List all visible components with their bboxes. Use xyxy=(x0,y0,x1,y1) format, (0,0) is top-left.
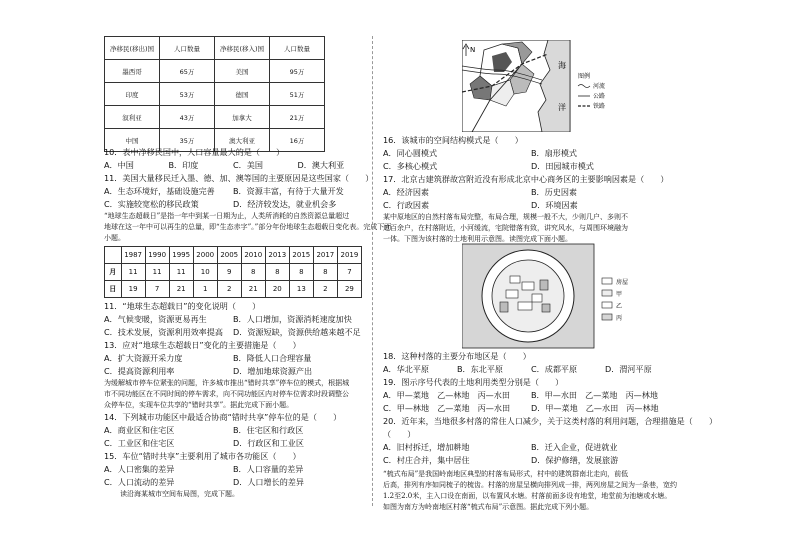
table-cell: 21 xyxy=(169,281,193,298)
left-column xyxy=(104,146,392,500)
final-intro-3: 1.2至2.0米，主入口设在南面，以布置风水塘。村落前面多设有地堂，地堂前为池塘或水塘。 xyxy=(383,492,672,500)
parking-intro-1: 为缓解城市停车位紧张的问题，许多城市推出“错时共享”停车位的模式，根据城 xyxy=(104,379,350,387)
city-map-svg xyxy=(462,40,662,132)
table-cell: 11 xyxy=(121,264,145,281)
table-cell: 加拿大 xyxy=(215,106,270,129)
legend-road: 公路 xyxy=(593,93,606,100)
option-c[interactable]: C．村庄合并，集中居住 xyxy=(383,455,470,465)
table-row xyxy=(105,83,325,106)
option-d[interactable]: D．保护修缮，发展旅游 xyxy=(531,455,619,465)
year-cell: 2017 xyxy=(313,247,337,264)
legend-river: 河流 xyxy=(593,83,606,90)
table-cell: 13 xyxy=(289,281,313,298)
table-cell: 29 xyxy=(337,281,361,298)
parking-intro-2: 市不同功能区在不同时间的停车需求，向不同功能区内对停车位需求时段调整公 xyxy=(104,390,349,398)
column-divider xyxy=(372,36,373,506)
option-b[interactable]: B．历史因素 xyxy=(531,187,578,197)
option-a[interactable]: A．扩大资源开采力度 xyxy=(104,353,183,363)
question-20-stem: 20．近年来，当地很多村落的常住人口减少，关于这类村落的利用问题，合理措施是（ ） xyxy=(383,416,718,426)
north-label: N xyxy=(470,46,476,54)
option-a[interactable]: A．商业区和住宅区 xyxy=(104,425,175,435)
table-cell: 20 xyxy=(265,281,289,298)
option-c[interactable]: C．甲—林地 乙—菜地 丙—水田 xyxy=(383,403,511,413)
table-cell: 叙利亚 xyxy=(105,106,160,129)
question-19-stem: 19．图示序号代表的土地利用类型分别是（ ） xyxy=(383,377,564,387)
table-cell: 21 xyxy=(241,281,265,298)
table-cell: 8 xyxy=(313,264,337,281)
table-cell: 9 xyxy=(217,264,241,281)
table-cell: 11 xyxy=(169,264,193,281)
table-row xyxy=(105,60,325,83)
table-cell: 8 xyxy=(289,264,313,281)
migration-table xyxy=(104,36,325,152)
table-cell: 19 xyxy=(121,281,145,298)
final-intro-1: “梳式布局”是我国岭南地区典型的村落布局形式，村中的建筑群南北走向，前低 xyxy=(383,470,629,478)
option-c[interactable]: C．行政因素 xyxy=(383,200,430,210)
option-a[interactable]: A．同心圆模式 xyxy=(383,148,438,158)
option-d[interactable]: D．经济较发达，就业机会多 xyxy=(233,199,337,209)
table-cell: 印度 xyxy=(105,83,160,106)
option-b[interactable]: B．迁入企业，促进就业 xyxy=(531,442,618,452)
legend-bing: 丙 xyxy=(616,315,623,322)
table-header-cell: 人口数量 xyxy=(160,37,215,60)
year-cell: 1987 xyxy=(121,247,145,264)
table-row xyxy=(105,106,325,129)
overshoot-day-table xyxy=(104,246,362,298)
table-cell: 21万 xyxy=(270,106,325,129)
river-legend-icon xyxy=(578,85,590,88)
option-a[interactable]: A．生态环境好，基础设施完善 xyxy=(104,186,215,196)
option-d[interactable]: D．甲—菜地 乙—水田 丙—林地 xyxy=(531,403,659,413)
final-intro-2: 后高，排列有序如同梳子的梳齿。村落的房屋呈横向排列成一排，两列房屋之间为一条巷，宽约 xyxy=(383,481,677,489)
table-cell: 51万 xyxy=(270,83,325,106)
question-11b-stem: 11．“地球生态超载日”的变化说明（ ） xyxy=(104,301,261,311)
table-cell: 7 xyxy=(145,281,169,298)
question-15-stem: 15．车位“错时共享”主要利用了城市各功能区（ ） xyxy=(104,451,301,461)
option-a[interactable]: A．甲—菜地 乙—林地 丙—水田 xyxy=(383,390,510,400)
table-cell: 10 xyxy=(193,264,217,281)
option-b[interactable]: B．住宅区和行政区 xyxy=(233,425,304,435)
city-intro: 读沿海某城市空间布局图，完成下题。 xyxy=(120,490,239,498)
legend-jia: 甲 xyxy=(616,291,623,298)
year-cell: 2005 xyxy=(217,247,241,264)
yi-legend-icon xyxy=(602,302,612,308)
option-d[interactable]: D．环境因素 xyxy=(531,200,578,210)
option-c[interactable]: C．人口流动的差异 xyxy=(104,477,175,487)
option-b[interactable]: B．资源丰富，有待于大量开发 xyxy=(233,186,344,196)
table-cell: 43万 xyxy=(160,106,215,129)
table-cell: 8 xyxy=(265,264,289,281)
question-10-options xyxy=(104,159,362,172)
question-17-stem: 17．北京古建筑群故宫附近没有形成北京中心商务区的主要影响因素是（ ） xyxy=(383,174,669,184)
year-cell: 2013 xyxy=(265,247,289,264)
option-b[interactable]: B．东北平原 xyxy=(457,364,504,374)
house-legend-icon xyxy=(602,278,612,284)
option-d[interactable]: D．澳大利亚 xyxy=(297,160,345,170)
question-16-stem: 16．该城市的空间结构模式是（ ） xyxy=(383,135,523,145)
option-b[interactable]: B．人口增加，资源消耗速度加快 xyxy=(233,314,352,324)
option-c[interactable]: C．技术发展，资源利用效率提高 xyxy=(104,327,223,337)
question-11a-stem: 11．美国大量移民迁入墨、德、加、澳等国的主要原因是这些国家（ ） xyxy=(104,173,374,183)
table-cell: 7 xyxy=(337,264,361,281)
option-b[interactable]: B．降低人口合理容量 xyxy=(233,353,312,363)
table-cell: 澳大利亚 xyxy=(215,129,270,152)
sea-label-1: 海 xyxy=(558,61,566,70)
question-10-stem: 10．表中净移民国中，人口容量最大的是（ ） xyxy=(104,147,285,157)
year-cell: 2000 xyxy=(193,247,217,264)
year-cell: 2015 xyxy=(289,247,313,264)
question-18-stem: 18．这种村落的主要分布地区是（ ） xyxy=(383,351,531,361)
option-d[interactable]: D．渭河平原 xyxy=(605,364,652,374)
option-c[interactable]: C．成都平原 xyxy=(531,364,578,374)
table-cell: 35万 xyxy=(160,129,215,152)
parking-intro-3: 众停车位，实现车位共享的“错时共享”。据此完成下面小题。 xyxy=(104,401,294,409)
table-cell: 德国 xyxy=(215,83,270,106)
table-cell: 2 xyxy=(313,281,337,298)
option-d[interactable]: D．人口增长的差异 xyxy=(233,477,304,487)
table-cell: 11 xyxy=(145,264,169,281)
option-c[interactable]: C．美国 xyxy=(233,160,263,170)
table-header-cell: 净移民(移出)国 xyxy=(105,37,160,60)
option-c[interactable]: C．提高资源利用率 xyxy=(104,366,175,376)
option-b[interactable]: B．人口容量的差异 xyxy=(233,464,304,474)
month-label: 月 xyxy=(105,264,122,281)
final-intro-4: 如图为南方为岭南地区村落“梳式布局”示意图。据此完成下列小题。 xyxy=(383,503,594,511)
table-cell: 65万 xyxy=(160,60,215,83)
table-cell: 95万 xyxy=(270,60,325,83)
table-cell: 8 xyxy=(241,264,265,281)
table-cell: 中国 xyxy=(105,129,160,152)
legend-title: 图例 xyxy=(578,73,591,80)
overshoot-intro-1: “地球生态超载日”是指一年中到某一日期为止，人类所消耗的自然资源总量超过 xyxy=(104,212,350,220)
option-c[interactable]: C．工业区和住宅区 xyxy=(104,438,175,448)
jia-legend-icon xyxy=(602,290,612,296)
legend-house: 房屋 xyxy=(616,279,629,286)
city-layout-map xyxy=(462,40,662,132)
option-c[interactable]: C．实施较宽松的移民政策 xyxy=(104,199,199,209)
option-b[interactable]: B．甲—水田 乙—菜地 丙—林地 xyxy=(531,390,658,400)
year-cell: 1995 xyxy=(169,247,193,264)
sea-label-2: 洋 xyxy=(558,103,566,112)
table-cell: 美国 xyxy=(215,60,270,83)
village-svg xyxy=(462,242,648,350)
option-d[interactable]: D．行政区和工业区 xyxy=(233,438,304,448)
year-cell: 1990 xyxy=(145,247,169,264)
table-cell: 墨西哥 xyxy=(105,60,160,83)
year-cell: 2019 xyxy=(337,247,361,264)
village-land-use-figure xyxy=(462,242,648,350)
right-column-lower xyxy=(383,350,718,513)
option-d[interactable]: D．资源短缺，资源供给越来越不足 xyxy=(233,327,361,337)
legend-yi: 乙 xyxy=(616,303,623,310)
table-row xyxy=(105,264,362,281)
legend-rail: 铁路 xyxy=(593,103,606,110)
village-intro-2: 过百余户，在村落附近，小河缓流，宅院错落有致，讲究风水，与周围环境融为 xyxy=(383,224,628,232)
year-cell: 2010 xyxy=(241,247,265,264)
option-a[interactable]: A．旧村拆迁，增加耕地 xyxy=(383,442,470,452)
option-d[interactable]: D．增加地球资源产出 xyxy=(233,366,313,376)
option-b[interactable]: B．印度 xyxy=(168,160,199,170)
option-a[interactable]: A．华北平原 xyxy=(383,364,430,374)
question-13-stem: 13．应对“地球生态超载日”变化的主要措施是（ ） xyxy=(104,340,301,350)
option-b[interactable]: B．扇形模式 xyxy=(531,148,578,158)
table-cell: 16万 xyxy=(270,129,325,152)
option-a[interactable]: A．经济因素 xyxy=(383,187,430,197)
question-20-stem-cont: （ ） xyxy=(383,429,416,439)
table-cell: 2 xyxy=(217,281,241,298)
day-label: 日 xyxy=(105,281,122,298)
table-cell: 1 xyxy=(193,281,217,298)
bing-legend-icon xyxy=(602,314,612,320)
village-intro-1: 某中原地区的自然村落布局完整，布局合理，规模一般不大，少则几户、多则不 xyxy=(383,213,628,221)
overshoot-intro-3: 小题。 xyxy=(104,234,125,242)
option-a[interactable]: A．人口密集的差异 xyxy=(104,464,175,474)
table-cell: 53万 xyxy=(160,83,215,106)
question-14-stem: 14．下列城市功能区中最适合协商“错时共享”停车位的是（ ） xyxy=(104,412,342,422)
right-column xyxy=(383,134,679,245)
table-header-cell: 人口数量 xyxy=(270,37,325,60)
option-d[interactable]: D．田园城市模式 xyxy=(531,161,594,171)
option-a[interactable]: A．气候变暖，资源更易再生 xyxy=(104,314,207,324)
option-a[interactable]: A．中国 xyxy=(104,160,134,170)
table-header-cell: 净移民(移入)国 xyxy=(215,37,270,60)
option-c[interactable]: C．多核心模式 xyxy=(383,161,438,171)
table-row xyxy=(105,281,362,298)
overshoot-intro-2: 地球在这一年中可以再生的总量，即“生态赤字”。”部分年份地球生态超载日变化表。完成下面 xyxy=(104,223,392,231)
village-intro-3: 一体。下图为该村落的土地利用示意图。读图完成下面小题。 xyxy=(383,235,572,243)
